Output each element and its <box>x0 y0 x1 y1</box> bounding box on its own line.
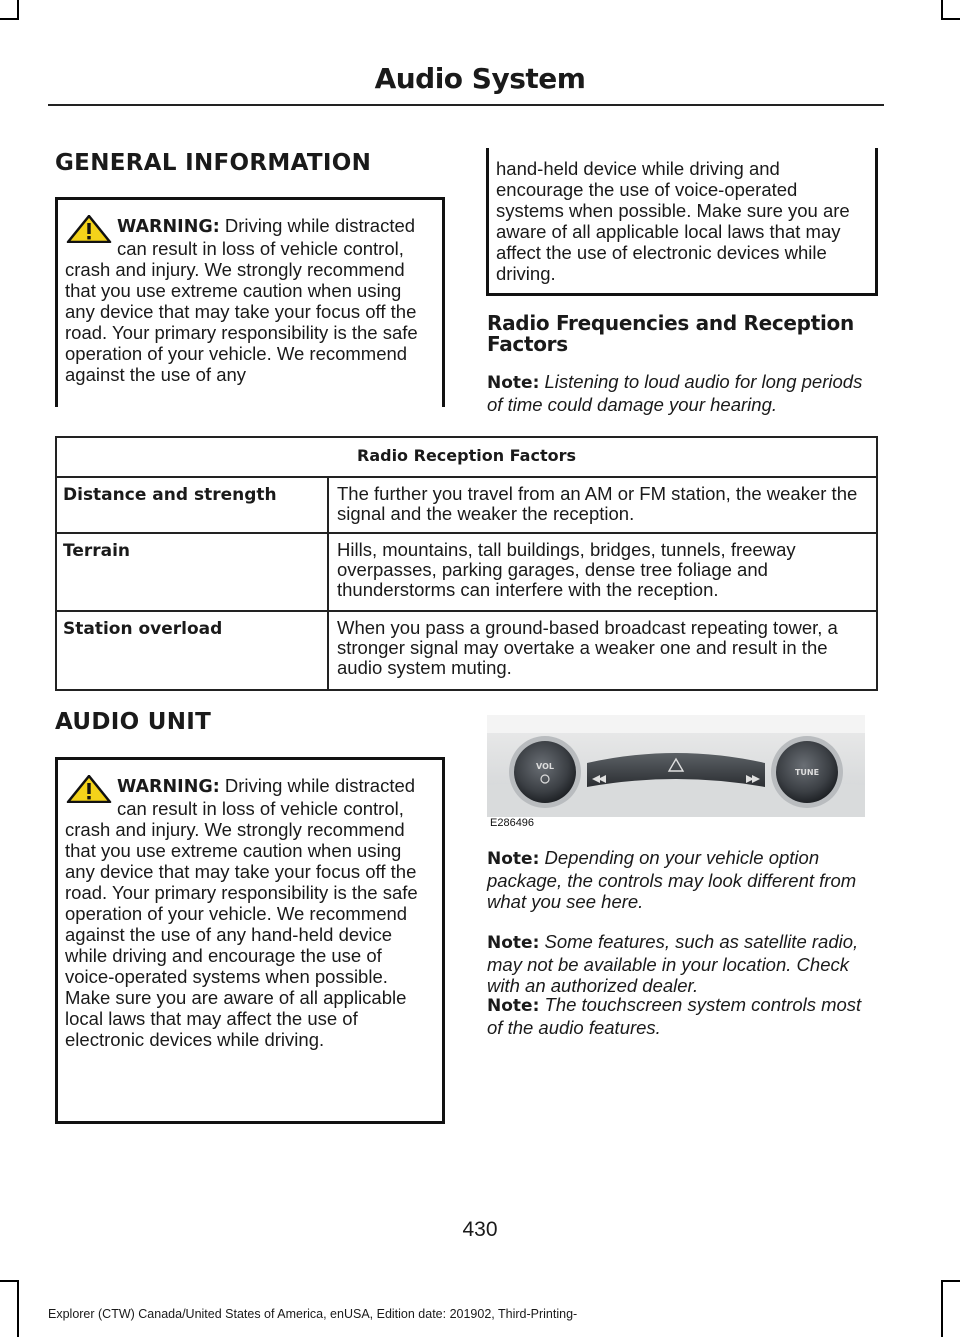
warning-label: WARNING: <box>117 217 220 237</box>
note-label: Note: <box>487 933 540 953</box>
warning-label: WARNING: <box>117 777 220 797</box>
footer-edition: Explorer (CTW) Canada/United States of America, enUSA, Edition date: 201902, Third-Printing- <box>48 1307 578 1321</box>
volume-label: VOL <box>536 762 554 771</box>
note-text: Some features, such as satellite radio, may not be available in your location. Check with an authorized dealer. <box>487 931 859 996</box>
crop-mark <box>0 1280 19 1282</box>
factor-description: When you pass a ground-based broadcast repeating tower, a stronger signal may overtake a weaker one and result in the audio system muting. <box>328 611 877 690</box>
audio-unit-figure <box>487 715 865 830</box>
note-label: Note: <box>487 373 540 393</box>
crop-mark <box>0 18 19 20</box>
factor-name: Distance and strength <box>56 477 328 533</box>
factor-name: Terrain <box>56 533 328 611</box>
volume-knob <box>514 741 576 803</box>
section-heading-radio-frequencies: Radio Frequencies and Reception Factors <box>487 311 854 356</box>
table-caption: Radio Reception Factors <box>56 437 877 477</box>
crop-mark <box>941 18 960 20</box>
note-label: Note: <box>487 849 540 869</box>
crop-mark <box>941 1280 943 1337</box>
crop-mark <box>941 1280 960 1282</box>
note-text: Depending on your vehicle option package, the controls may look different from what you see here. <box>487 847 857 912</box>
factor-description: The further you travel from an AM or FM station, the weaker the signal and the weaker the reception. <box>328 477 877 533</box>
hearing-note <box>487 371 882 415</box>
factor-description: Hills, mountains, tall buildings, bridges, tunnels, freeway overpasses, parking garages, dense tree foliage and thunderstorms can interfere with the reception. <box>328 533 877 611</box>
figure-code: E286496 <box>490 817 535 829</box>
section-heading-audio-unit: AUDIO UNIT <box>55 709 212 735</box>
crop-mark <box>17 1280 19 1337</box>
header-divider <box>48 104 884 106</box>
reception-factors-table <box>55 436 878 691</box>
note-controls-may-differ <box>487 847 877 912</box>
page-title: Audio System <box>374 62 586 95</box>
tune-label: TUNE <box>794 768 820 777</box>
crop-mark <box>17 0 19 20</box>
warning-text: Driving while distracted can result in loss of vehicle control, crash and injury. We strongly recommend that you use extreme caution when using any device that may take your focus off the road. Your primary responsibility is the safe operation of your vehicle. We recommend against the use of any <box>65 215 418 385</box>
section-heading-general-information: GENERAL INFORMATION <box>55 150 372 176</box>
warning-box-audio-unit <box>55 757 445 1124</box>
note-text: Listening to loud audio for long periods of time could damage your hearing. <box>487 371 863 415</box>
warning-box-general <box>55 197 445 407</box>
table-row <box>56 477 877 533</box>
warning-box-general-continued <box>486 148 878 296</box>
warning-icon <box>65 215 113 243</box>
crop-mark <box>941 0 943 20</box>
factor-name: Station overload <box>56 611 328 690</box>
note-features-availability <box>487 931 882 996</box>
page-number: 430 <box>462 1218 498 1241</box>
warning-text-continued: hand-held device while driving and encourage the use of voice-operated systems when possible. Make sure you are aware of all applicable local laws that may affect the use of electronic devices while driving. <box>496 158 850 284</box>
note-text: The touchscreen system controls most of the audio features. <box>487 994 862 1038</box>
table-row <box>56 533 877 611</box>
note-label: Note: <box>487 996 540 1016</box>
table-row <box>56 611 877 690</box>
note-touchscreen <box>487 994 877 1038</box>
warning-text: Driving while distracted can result in loss of vehicle control, crash and injury. We strongly recommend that you use extreme caution when using any device that may take your focus off the road. Your primary responsibility is the safe operation of your vehicle. We recommend against the use of any hand-held device while driving and encourage the use of voice-operated systems when possible. Make sure you are aware of all applicable local laws that may affect the use of electronic devices while driving. <box>65 775 418 1050</box>
warning-icon <box>65 775 113 803</box>
audio-unit-illustration <box>487 715 865 830</box>
